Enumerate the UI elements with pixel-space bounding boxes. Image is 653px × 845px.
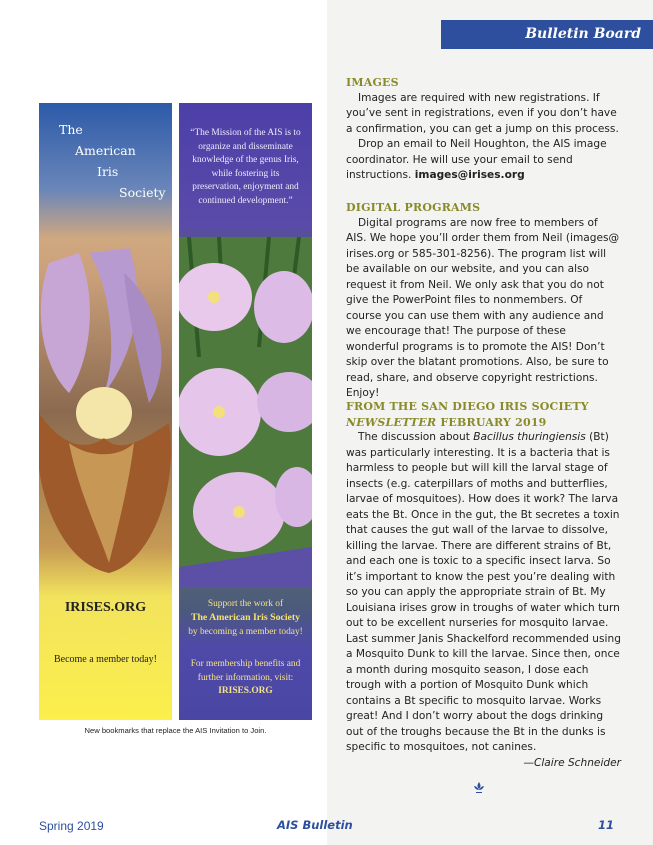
bookmark1-title-line: Iris	[97, 164, 119, 179]
species-name: Bacillus thuringiensis	[473, 431, 586, 443]
support-line: Support the work of	[207, 599, 284, 609]
images-email-link[interactable]: images@irises.org	[414, 169, 525, 181]
bookmark1-title-line: The	[59, 122, 83, 137]
footer-page-number: 11	[598, 818, 615, 832]
bookmark1-url: IRISES.ORG	[64, 600, 147, 615]
images-para-1: Images are required with new registrations. If you’ve sent in registrations, even if you don’t have a confirmation, you can get a jump on this process.	[346, 91, 619, 135]
san-diego-section	[346, 399, 621, 771]
bookmark1-title-line: Society	[119, 185, 166, 200]
digital-programs-heading: DIGITAL PROGRAMS	[346, 201, 481, 214]
san-diego-para	[346, 430, 621, 756]
san-diego-heading-date: FEBRUARY 2019	[436, 415, 547, 429]
japanese-iris-photo	[179, 237, 312, 587]
bookmark2-mission: “The Mission of the AIS is to organize and disseminate knowledge of the genus Iris, while fostering its preservation, enjoyment and continued development.”	[190, 128, 301, 206]
figure-caption: New bookmarks that replace the AIS Invitation to Join.	[84, 726, 267, 735]
benefits-text: For membership benefits and further information, visit:	[190, 659, 301, 683]
san-diego-para-start: The discussion about	[358, 431, 474, 443]
signature: —Claire Schneider	[523, 756, 621, 769]
section-header-tab: Bulletin Board	[441, 20, 653, 49]
footer-publication: AIS Bulletin	[277, 818, 353, 832]
digital-programs-section	[346, 200, 621, 402]
bookmark1-title	[59, 119, 166, 203]
bookmark1-join-text: Become a member today!	[53, 654, 157, 665]
support-society-name: The American Iris Society	[190, 612, 301, 623]
san-diego-para-rest: (Bt) was particularly interesting. It is a bacteria that is harmless to people but will kill the larval stage of insects (e.g. caterpillars of moths and butterflies, larvae of mosquitoes). How does it work? The larva eats the Bt. Once in the gut, the Bt secretes a toxin that causes the gut wall of the larvae to dissolve, killing the larvae. There are different strains of Bt, and each one is toxic to a specific insect larva. So it’s important to know the pest you’re dealing with so you can apply the appropriate strain of Bt. My Louisiana irises grow in troughs of water which turn out to be excellent nurseries for mosquito larvae. Last summer Janis Shackelford recommended using a Mosquito Dunk to kill the larvae. Since then, once a month during mosquito season, I dose each trough with a portion of Mosquito Dunk which contains a Bt specific to mosquito larvae. Works great! And I don’t worry about the dogs drinking out of the troughs because the Bt in the dunks is specific to mosquitoes, not canines.	[346, 431, 621, 753]
san-diego-heading-line1: FROM THE SAN DIEGO IRIS SOCIETY	[346, 400, 589, 413]
images-heading: IMAGES	[346, 76, 399, 89]
san-diego-heading-newsletter: NEWSLETTER	[346, 415, 437, 429]
bearded-iris-photo	[39, 243, 172, 573]
bookmark-american-iris-society	[39, 103, 172, 720]
images-section	[346, 75, 621, 184]
bookmark2-support	[183, 597, 308, 639]
san-diego-heading	[346, 399, 621, 430]
bookmark-mission	[179, 103, 312, 720]
images-para-2-text: Drop an email to Neil Houghton, the AIS image coordinator. He will use your email to send instructions.	[346, 138, 607, 181]
fleur-ornament-icon	[472, 781, 486, 795]
benefits-url: IRISES.ORG	[218, 686, 273, 696]
support-line: by becoming a member today!	[188, 627, 303, 637]
digital-programs-para: Digital programs are now free to members of AIS. We hope you’ll order them from Neil (images@ irises.org or 585-301-8256). The program list will be available on our website, and you can also request it from Neil. We only ask that you do not give the PowerPoint files to nonmembers. Of course you can use them with any audience and we encourage that! The purpose of these wonderful programs is to promote the AIS! Don’t skip over the blatant promotions. Also, be sure to read, share, and observe copyright restrictions. Enjoy!	[346, 216, 620, 399]
bookmark2-benefits	[183, 658, 308, 699]
images-para-2	[346, 137, 621, 184]
bookmark1-title-line: American	[75, 143, 136, 158]
footer-season: Spring 2019	[39, 819, 104, 833]
